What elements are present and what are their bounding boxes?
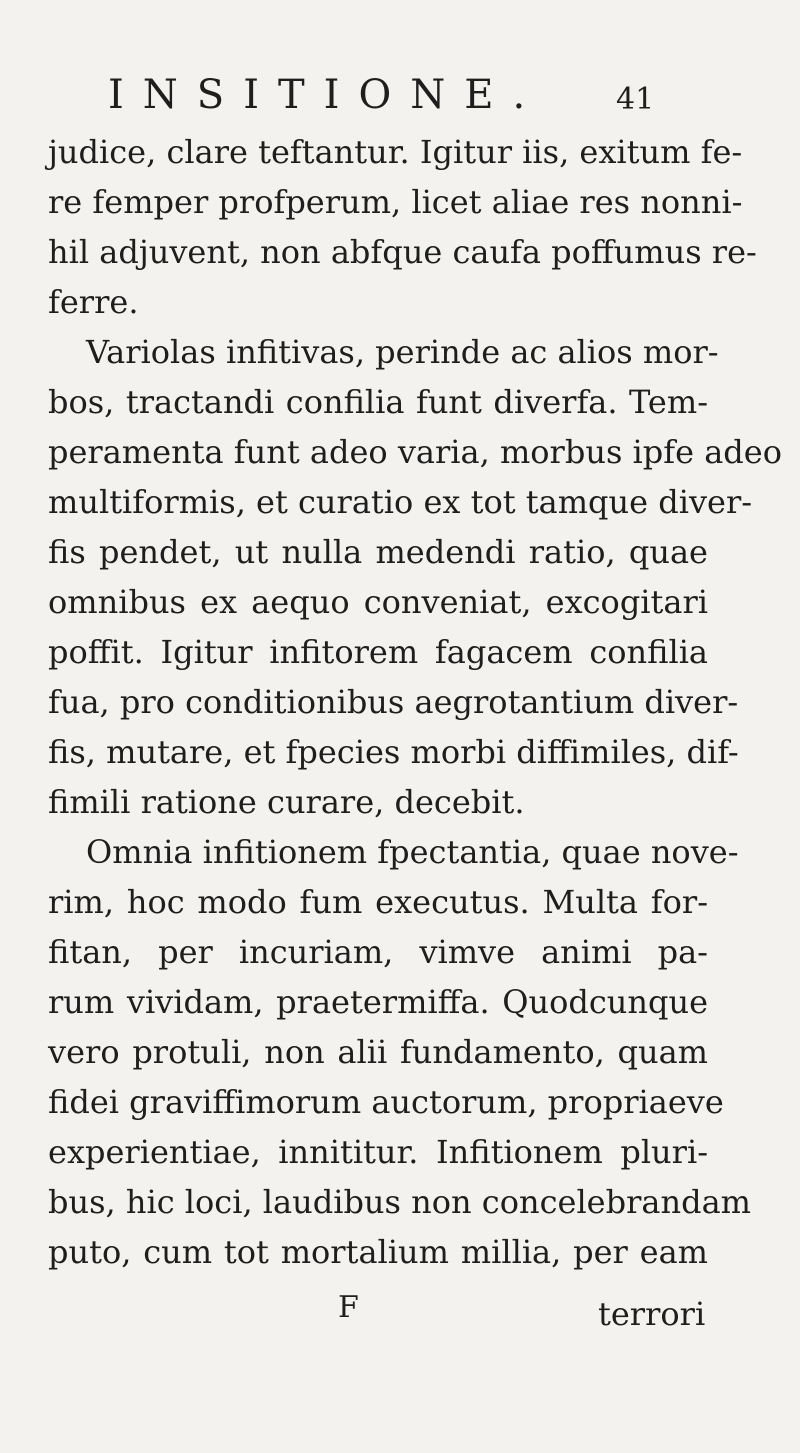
running-title: INSITIONE.	[108, 72, 545, 118]
text-line: omnibus ex aequo conveniat, excogitari	[48, 583, 708, 621]
text-line: puto, cum tot mortalium millia, per eam	[48, 1233, 708, 1271]
signature-mark: F	[338, 1290, 359, 1325]
text-line: rim, hoc modo fum executus. Multa for-	[48, 883, 708, 921]
text-line: fis pendet, ut nulla medendi ratio, quae	[48, 533, 708, 571]
text-line: bos, tractandi confilia funt diverfa. Tem-	[48, 383, 708, 421]
text-line: hil adjuvent, non abfque caufa poffumus re-	[48, 233, 757, 271]
text-line: fitan, per incuriam, vimve animi pa-	[48, 933, 708, 971]
text-line: ferre.	[48, 283, 139, 321]
text-line: peramenta funt adeo varia, morbus ipfe adeo	[48, 433, 782, 471]
text-line: re femper profperum, licet aliae res nonni-	[48, 183, 743, 221]
text-line: fua, pro conditionibus aegrotantium diver-	[48, 683, 739, 721]
text-line: experientiae, innititur. Infitionem pluri-	[48, 1133, 708, 1171]
text-line: Variolas infitivas, perinde ac alios mor-	[86, 333, 719, 371]
text-line: fidei graviffimorum auctorum, propriaeve	[48, 1083, 724, 1121]
page-number: 41	[616, 82, 655, 117]
text-line: fimili ratione curare, decebit.	[48, 783, 525, 821]
text-line: vero protuli, non alii fundamento, quam	[48, 1033, 708, 1071]
text-line: Omnia infitionem fpectantia, quae nove-	[86, 833, 739, 871]
running-header	[108, 70, 668, 120]
text-line: rum vividam, praetermiffa. Quodcunque	[48, 983, 708, 1021]
page-footer	[0, 1286, 800, 1346]
text-line: judice, clare teftantur. Igitur iis, exitum fe-	[48, 133, 743, 171]
catchword: terrori	[598, 1295, 706, 1333]
text-line: multiformis, et curatio ex tot tamque diver-	[48, 483, 753, 521]
text-line: bus, hic loci, laudibus non concelebrandam	[48, 1183, 751, 1221]
text-line: fis, mutare, et fpecies morbi diffimiles, dif-	[48, 733, 739, 771]
text-line: poffit. Igitur infitorem fagacem confilia	[48, 633, 708, 671]
